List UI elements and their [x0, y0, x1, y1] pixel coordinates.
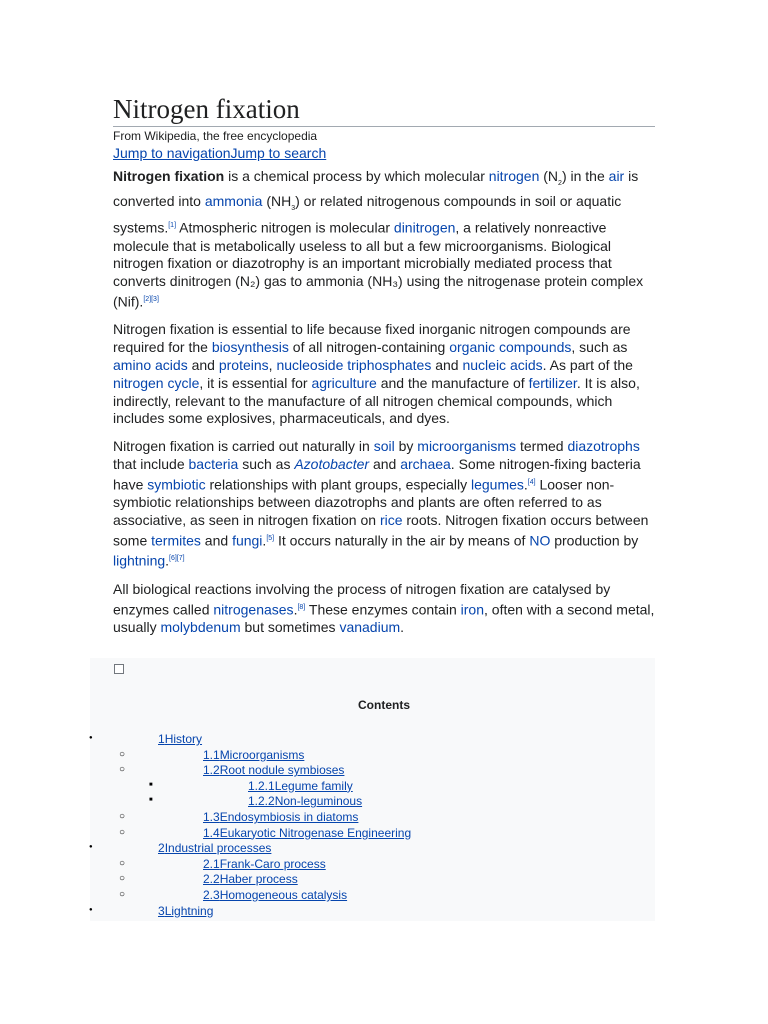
text: . As part of the: [542, 357, 633, 374]
text: .: [165, 553, 170, 570]
toc-link[interactable]: [158, 841, 271, 855]
text: , it is essential for: [199, 374, 312, 391]
bullet-icon: ○: [119, 857, 126, 869]
toc-number: 1: [158, 732, 165, 746]
page-title: Nitrogen fixation: [113, 93, 655, 127]
text: termed: [516, 438, 568, 455]
toc-number: 1.3: [203, 810, 220, 824]
toc-link[interactable]: [203, 826, 411, 840]
toc-number: 1.1: [203, 747, 220, 762]
toc-number: 3: [158, 903, 165, 918]
toc-link[interactable]: [203, 872, 298, 886]
toc-link[interactable]: [203, 857, 326, 871]
toc-item: [0, 841, 768, 857]
bullet-icon: ○: [119, 889, 126, 900]
bullet-icon: ●: [89, 735, 93, 741]
toc-link[interactable]: [203, 888, 347, 902]
text: . Some nitrogen-fixing bacteria have: [113, 456, 641, 493]
bullet-icon: ●: [89, 906, 93, 913]
toc-text: History: [164, 732, 203, 746]
text: All biological reactions involving the process of nitrogen fixation are catalysed by enzymes called: [113, 580, 611, 618]
link-nitrogen-cycle[interactable]: nitrogen cycle: [113, 374, 200, 391]
text: Looser non-symbiotic relationships between diazotrophs and plants are often referred to as associative, as seen in nitrogen fixation on: [113, 476, 615, 529]
toc-item: [0, 779, 768, 795]
text: ) or related nitrogenous compounds in soil or aquatic systems.: [113, 192, 622, 236]
text: .: [523, 476, 528, 493]
link-nitrogen[interactable]: nitrogen: [488, 168, 540, 184]
toc-link[interactable]: [158, 904, 213, 918]
bullet-icon: ○: [119, 873, 126, 885]
text: is converted into: [113, 168, 639, 209]
toc-link[interactable]: [203, 810, 358, 824]
toc-item: [0, 888, 768, 904]
toc-link[interactable]: [248, 779, 353, 793]
text: by: [394, 438, 418, 455]
toc-number: 1.2: [203, 763, 220, 778]
toc-item: [0, 748, 768, 764]
toc-text: Microorganisms: [219, 747, 305, 762]
link-soil[interactable]: soil: [373, 438, 395, 455]
bullet-icon: ■: [149, 797, 153, 804]
text: These enzymes contain: [305, 601, 461, 618]
toc-text: Root nodule symbioses: [219, 763, 345, 778]
toc-item: [0, 763, 768, 779]
link-no[interactable]: NO: [529, 532, 551, 549]
link-nitrogenases[interactable]: nitrogenases: [213, 601, 294, 618]
toc-text: Eukaryotic Nitrogenase Engineering: [219, 825, 412, 840]
text: Atmospheric nitrogen is molecular: [176, 219, 394, 236]
bullet-icon: ○: [119, 764, 126, 776]
text: Nitrogen fixation is carried out naturally in: [113, 438, 374, 455]
text: Nitrogen fixation is essential to life because fixed inorganic nitrogen compounds are required for the: [113, 321, 631, 356]
text: of all nitrogen-containing: [288, 339, 450, 356]
link-bacteria[interactable]: bacteria: [188, 456, 239, 473]
bullet-icon: ○: [119, 811, 126, 822]
toc-text: Industrial processes: [164, 841, 272, 856]
link-lightning[interactable]: lightning: [113, 553, 166, 570]
bullet-icon: ○: [119, 826, 126, 838]
reference-5[interactable]: [5]: [266, 534, 275, 542]
toc-item: [0, 904, 768, 920]
text: , often with a second metal, usually: [113, 601, 655, 636]
toc-item: [0, 810, 768, 826]
text: relationships with plant groups, especially: [205, 476, 471, 493]
toc-text: Lightning: [164, 903, 214, 918]
text: ) in the: [561, 168, 609, 184]
bold-term: Nitrogen fixation: [113, 168, 225, 184]
text: (NH: [262, 192, 292, 209]
toc-item: [0, 857, 768, 873]
link-fertilizer[interactable]: fertilizer: [528, 374, 577, 391]
toc-toggle-checkbox[interactable]: [114, 664, 124, 674]
text: and: [369, 456, 401, 473]
link-agriculture[interactable]: agriculture: [311, 374, 377, 391]
text: ,: [268, 357, 277, 374]
reference-2-3[interactable]: [2][3]: [143, 296, 159, 304]
jump-to-search-link[interactable]: Jump to search: [230, 145, 327, 161]
link-air[interactable]: air: [608, 168, 625, 184]
text: .: [400, 619, 405, 636]
link-fungi[interactable]: fungi: [232, 532, 263, 549]
text: such as: [238, 456, 295, 473]
text: .: [293, 601, 298, 618]
toc-text: Non-leguminous: [274, 794, 363, 809]
link-archaea[interactable]: archaea: [400, 456, 451, 473]
text: It occurs naturally in the air by means of: [274, 532, 530, 549]
link-nucleoside-triphosphates[interactable]: nucleoside triphosphates: [276, 357, 432, 374]
toc-number: 1.2.1: [248, 778, 275, 793]
link-azotobacter[interactable]: Azotobacter: [294, 456, 370, 473]
link-proteins[interactable]: proteins: [218, 357, 269, 374]
text: roots. Nitrogen fixation occurs between some: [113, 512, 649, 549]
link-molybdenum[interactable]: molybdenum: [160, 619, 241, 636]
text: , such as: [571, 339, 628, 356]
toc-number: 2.1: [203, 856, 220, 871]
link-ammonia[interactable]: ammonia: [204, 192, 263, 209]
toc-number: 2.3: [203, 888, 220, 902]
link-diazotrophs[interactable]: diazotrophs: [567, 438, 640, 455]
bullet-icon: ●: [89, 844, 93, 851]
text: , a relatively nonreactive molecule that is metabolically useless to all but a few microorganisms. Biological nitrogen fixation or diazotrophy is an important microbially mediated process that converts dinitrogen (N₂) gas to ammonia (NH₃) using the nitrogenase protein complex (Nif).: [113, 219, 644, 310]
link-biosynthesis[interactable]: biosynthesis: [211, 339, 289, 356]
paragraph-1: [113, 168, 655, 311]
toc-link[interactable]: [203, 763, 344, 777]
text: (N: [539, 168, 559, 184]
link-nucleic-acids[interactable]: nucleic acids: [462, 357, 543, 374]
reference-1[interactable]: [1]: [168, 222, 177, 230]
bullet-icon: ○: [119, 748, 126, 760]
text: and: [200, 532, 233, 549]
text: production by: [550, 532, 639, 549]
text: and: [431, 357, 463, 374]
link-organic-compounds[interactable]: organic compounds: [449, 339, 572, 356]
toc-number: 2.2: [203, 872, 220, 887]
link-legumes[interactable]: legumes: [470, 476, 524, 493]
reference-4[interactable]: [4]: [527, 478, 536, 486]
bullet-icon: ■: [149, 781, 153, 788]
text: .: [262, 532, 267, 549]
text: . It is also, indirectly, relevant to the manufacture of all nitrogen chemical compounds, which includes some explosives, pharmaceuticals, and dyes.: [113, 374, 640, 427]
toc-text: Haber process: [219, 872, 298, 887]
toc-number: 1.2.2: [248, 794, 275, 809]
link-iron[interactable]: iron: [460, 601, 484, 618]
toc-text: Homogeneous catalysis: [219, 888, 348, 902]
jump-to-navigation-link[interactable]: Jump to navigation: [113, 145, 231, 161]
link-vanadium[interactable]: vanadium: [339, 619, 401, 636]
link-termites[interactable]: termites: [151, 532, 201, 549]
link-amino-acids[interactable]: amino acids: [113, 357, 188, 374]
link-symbiotic[interactable]: symbiotic: [147, 476, 206, 493]
toc-text: Legume family: [274, 778, 353, 793]
toc-link[interactable]: [248, 794, 362, 808]
text: is a chemical process by which molecular: [224, 168, 489, 184]
paragraph-3: [113, 438, 655, 571]
link-rice[interactable]: rice: [379, 512, 403, 529]
tagline: From Wikipedia, the free encyclopedia: [113, 129, 318, 143]
toc-link[interactable]: [158, 732, 202, 746]
link-dinitrogen[interactable]: dinitrogen: [393, 219, 456, 236]
reference-8[interactable]: [8]: [297, 603, 306, 611]
jump-links: [113, 145, 326, 161]
toc-item: [0, 826, 768, 842]
toc-number: 2: [158, 841, 165, 856]
text: and the manufacture of: [376, 374, 529, 391]
paragraph-2: [113, 321, 655, 428]
subscript: 2: [558, 179, 562, 187]
toc-link[interactable]: [203, 748, 304, 762]
text: and: [187, 357, 219, 374]
toc-item: [0, 794, 768, 810]
toc-title: Contents: [358, 698, 410, 712]
subscript: 3: [291, 204, 296, 212]
toc-text: Frank-Caro process: [219, 856, 326, 871]
link-microorganisms[interactable]: microorganisms: [417, 438, 517, 455]
article-body: [113, 168, 655, 647]
paragraph-4: [113, 581, 655, 637]
toc-item: [0, 872, 768, 888]
toc-text: Endosymbiosis in diatoms: [219, 810, 359, 824]
reference-6-7[interactable]: [6][7]: [169, 555, 185, 563]
text: that include: [113, 456, 189, 473]
toc-item: [0, 732, 768, 748]
text: but sometimes: [240, 619, 340, 636]
toc-number: 1.4: [203, 825, 220, 840]
